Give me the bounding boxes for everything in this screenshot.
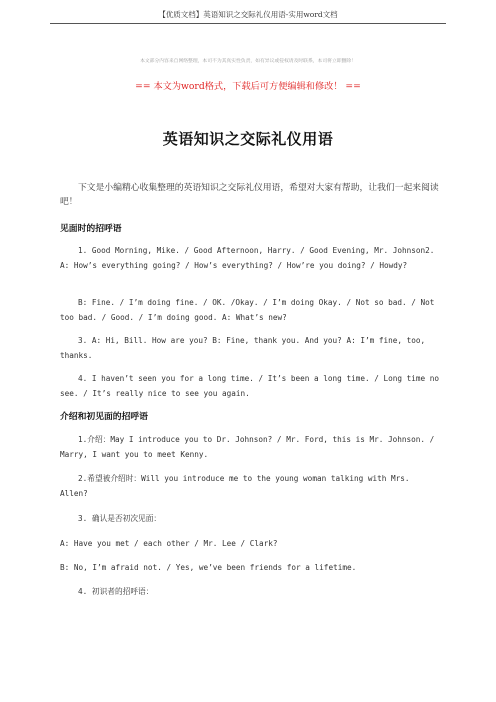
- disclaimer-note: 本文部分内容来自网络整理，本司不为其真实性负责，如有异议或侵权请及时联系，本司将立即删除！: [140, 59, 356, 64]
- introductions-paragraph-2: 2.希望被介绍时：Will you introduce me to the young woman talking with Mrs. Allen?: [60, 474, 410, 498]
- section-heading-greetings: 见面时的招呼语: [60, 224, 122, 234]
- format-banner: == 本文为word格式，下载后可方便编辑和修改！ ==: [135, 81, 361, 92]
- section-heading-introductions: 介绍和初见面的招呼语: [60, 412, 148, 422]
- introductions-paragraph-3: 3. 确认是否初次见面：: [78, 514, 162, 523]
- greetings-paragraph-4: 4. I haven’t seen you for a long time. / It’s been a long time. / Long time no see. / It’s really nice to see you again.: [60, 374, 440, 398]
- introductions-paragraph-4: A: Have you met / each other / Mr. Lee / Clark?: [60, 539, 278, 548]
- header-divider: [50, 23, 446, 24]
- greetings-paragraph-1: 1. Good Morning, Mike. / Good Afternoon, Harry. / Good Evening, Mr. Johnson2. A: How’s everything going? / How’s everything? / How’re you doing? / Howdy?: [60, 246, 435, 270]
- intro-paragraph: 下文是小编精心收集整理的英语知识之交际礼仪用语，希望对大家有帮助，让我们一起来阅读吧！: [60, 183, 439, 207]
- header-title: 【优质文档】英语知识之交际礼仪用语-实用word文档: [158, 10, 338, 19]
- greetings-paragraph-2: B: Fine. / I’m doing fine. / OK. /Okay. / I’m doing Okay. / Not so bad. / Not too bad. / Good. / I’m doing good. A: What’s new?: [60, 298, 435, 322]
- document-title: 英语知识之交际礼仪用语: [162, 130, 334, 148]
- introductions-paragraph-6: 4. 初识者的招呼语：: [78, 587, 154, 596]
- introductions-paragraph-1: 1.介绍：May I introduce you to Dr. Johnson? / Mr. Ford, this is Mr. Johnson. / Marry, I want you to meet Kenny.: [60, 435, 435, 459]
- greetings-paragraph-3: 3. A: Hi, Bill. How are you? B: Fine, thank you. And you? A: I’m fine, too, thanks.: [60, 336, 426, 360]
- introductions-paragraph-5: B: No, I’m afraid not. / Yes, we’ve been friends for a lifetime.: [60, 563, 357, 572]
